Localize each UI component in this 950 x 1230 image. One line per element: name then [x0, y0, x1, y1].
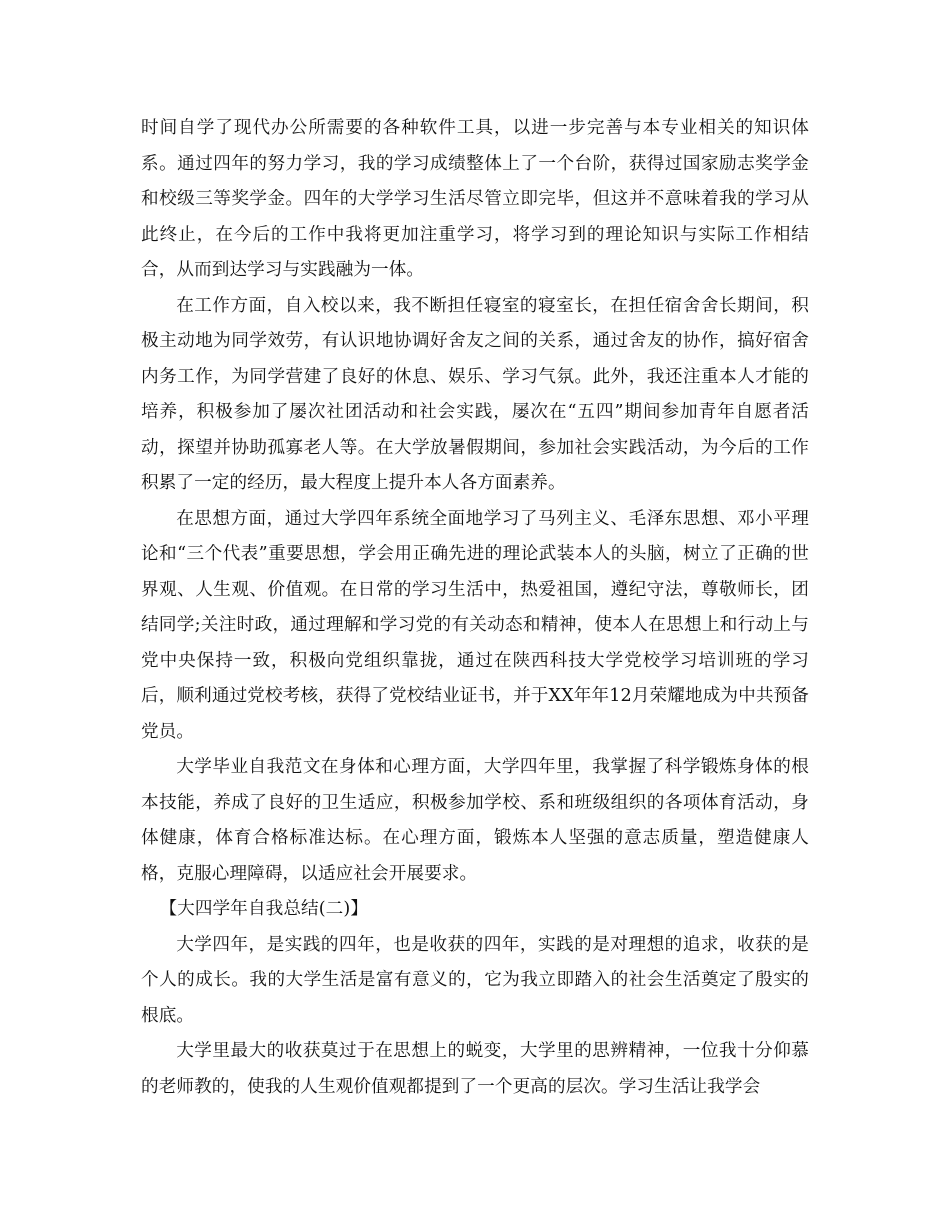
paragraph-ideology: 在思想方面，通过大学四年系统全面地学习了马列主义、毛泽东思想、邓小平理论和“三个代表”重要思想，学会用正确先进的理论武装本人的头脑，树立了正确的世界观、人生观、价值观。在日常的学习生活中，热爱祖国，遵纪守法，尊敬师长，团结同学;关注时政，通过理解和学习党的有关动态和精神，使本人在思想上和行动上与党中央保持一致，积极向党组织靠拢，通过在陕西科技大学党校学习培训班的学习后，顺利通过党校考核，获得了党校结业证书，并于XX年年12月荣耀地成为中共预备党员。	[141, 508, 809, 742]
paragraph-greatest-gain: 大学里最大的收获莫过于在思想上的蜕变，大学里的思辨精神，一位我十分仰慕的老师教的，使我的人生观价值观都提到了一个更高的层次。学习生活让我学会	[141, 1041, 809, 1097]
paragraph-health: 大学毕业自我范文在身体和心理方面，大学四年里，我掌握了科学锻炼身体的根本技能，养成了良好的卫生适应，积极参加学校、系和班级组织的各项体育活动，身体健康，体育合格标准达标。在心理方面，锻炼本人坚强的意志质量，塑造健康人格，克服心理障碍，以适应社会开展要求。	[141, 757, 809, 884]
paragraph-1-continuation: 时间自学了现代办公所需要的各种软件工具，以进一步完善与本专业相关的知识体系。通过四年的努力学习，我的学习成绩整体上了一个台阶，获得过国家励志奖学金和校级三等奖学金。四年的大学学习生活尽管立即完毕，但这并不意味着我的学习从此终止，在今后的工作中我将更加注重学习，将学习到的理论知识与实际工作相结合，从而到达学习与实践融为一体。	[141, 118, 809, 280]
section-heading: 【大四学年自我总结(二)】	[159, 899, 369, 919]
paragraph-four-years: 大学四年，是实践的四年，也是收获的四年，实践的是对理想的追求，收获的是个人的成长。我的大学生活是富有意义的，它为我立即踏入的社会生活奠定了殷实的根底。	[141, 934, 809, 1026]
document-body	[141, 111, 809, 1105]
paragraph-work: 在工作方面，自入校以来，我不断担任寝室的寝室长，在担任宿舍舍长期间，积极主动地为同学效劳，有认识地协调好舍友之间的关系，通过舍友的协作，搞好宿舍内务工作，为同学营建了良好的休息、娱乐、学习气氛。此外，我还注重本人才能的培养，积极参加了屡次社团活动和社会实践，屡次在“五四”期间参加青年自愿者活动，探望并协助孤寡老人等。在大学放暑假期间，参加社会实践活动，为今后的工作积累了一定的经历，最大程度上提升本人各方面素养。	[141, 295, 809, 493]
